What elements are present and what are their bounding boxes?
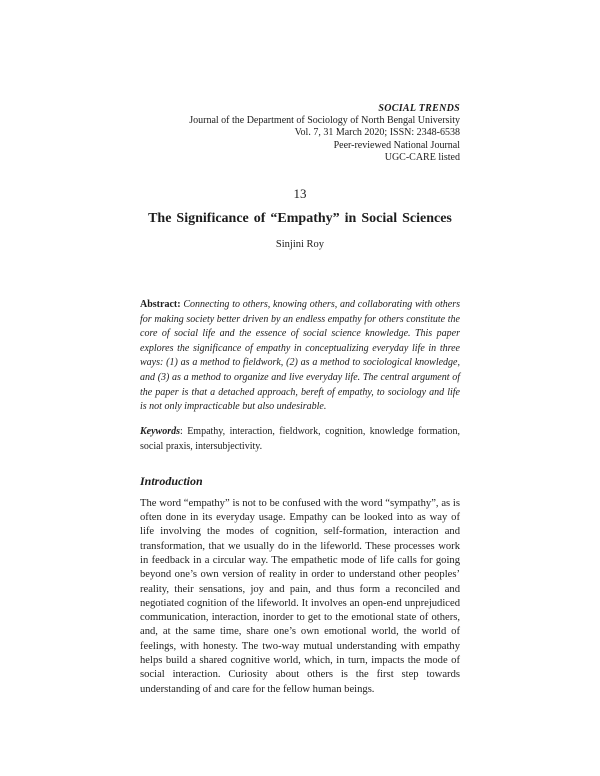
journal-affiliation: Journal of the Department of Sociology of North Bengal University <box>189 115 460 127</box>
paper-title: The Significance of “Empathy” in Social Sciences <box>148 211 452 227</box>
keywords-paragraph <box>140 424 460 454</box>
journal-masthead <box>140 103 460 164</box>
journal-volume-issn: Vol. 7, 31 March 2020; ISSN: 2348-6538 <box>294 127 460 139</box>
author-name: Sinjini Roy <box>275 239 325 251</box>
page-content <box>140 0 460 697</box>
keywords-text: : Empathy, interaction, fieldwork, cognition, knowledge formation, social praxis, intersubjectivity. <box>140 425 460 452</box>
introduction-paragraph: The word “empathy” is not to be confused with the word “sympathy”, as is often done in its everyday usage. Empathy can be looked into as way of life involving the modes of cognition, self-formation, interaction and transformation, that we usually do in the lifeworld. These processes work in feedback in a circular way. The empathetic mode of life calls for going beyond one’s own version of reality in order to understand other peoples’ reality, their sensations, joy and pain, and thus form a reconciled and negotiated cognition of the lifeworld. It involves an open-end unprejudiced communication, interaction, inorder to get to the emotional state of others, and, at the same time, share one’s own emotional world, the world of feelings, with honesty. The two-way mutual understanding with empathy helps build a shared cognitive world, which, in turn, impacts the mode of social interaction. Curiosity about others is the first step towards understanding of and care for the fellow human beings. <box>140 497 460 695</box>
section-heading-introduction: Introduction <box>140 473 203 488</box>
keywords-label: Keywords <box>140 425 180 437</box>
journal-ugc-listing: UGC-CARE listed <box>384 151 460 163</box>
abstract-text: Connecting to others, knowing others, and collaborating with others for making society better driven by an endless empathy for others constitute the core of social life and the essence of social science knowledge. This paper explores the significance of empathy in conceptualizing everyday life in three ways: (1) as a method to fieldwork, (2) as a method to sociological knowledge, and (3) as a method to organize and live everyday life. The central argument of the paper is that a detached approach, bereft of empathy, to sociology and life is not only impracticable but also undesirable. <box>140 299 460 413</box>
abstract-label: Abstract: <box>140 299 181 311</box>
journal-review-status: Peer-reviewed National Journal <box>333 139 460 151</box>
article-number: 13 <box>293 186 307 202</box>
journal-name: SOCIAL TRENDS <box>378 103 460 114</box>
abstract-paragraph <box>140 298 460 415</box>
